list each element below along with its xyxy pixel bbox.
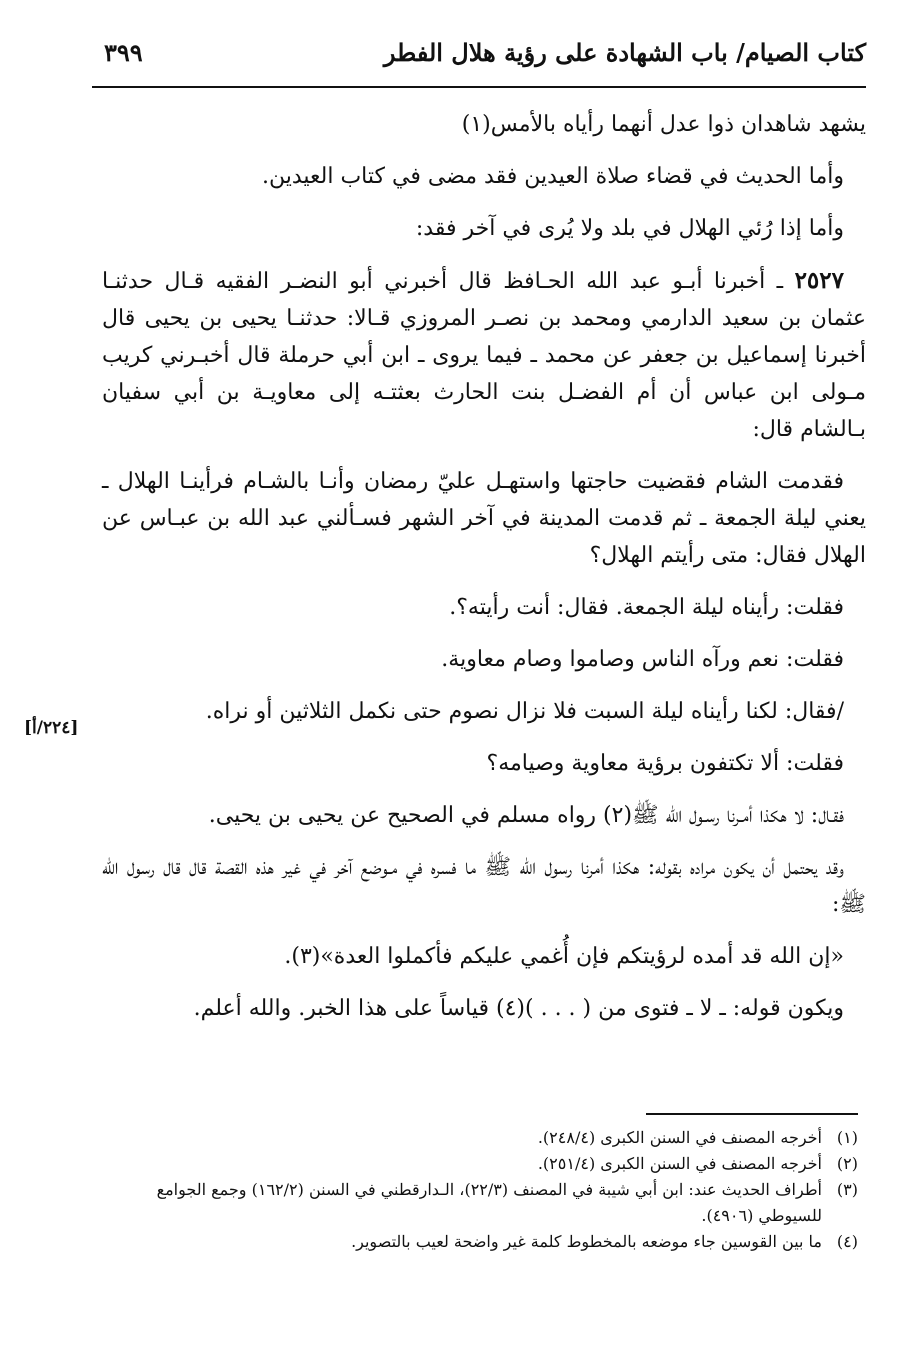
paragraph: فقلت: ألا تكتفون برؤية معاوية وصيامه؟ xyxy=(486,751,844,776)
footnote-text: أخرجه المصنف في السنن الكبرى (٢٥١/٤). xyxy=(537,1154,822,1173)
page-header xyxy=(92,36,866,88)
footnote-divider xyxy=(646,1113,858,1115)
paragraph: ويكون قوله: ـ لا ـ فتوى من ( . . . )(٤) قياساً على هذا الخبر. والله أعلم. xyxy=(193,996,844,1021)
hadith-number: ٢٥٢٧ xyxy=(794,267,844,294)
footnote-text: أطراف الحديث عند: ابن أبي شيبة في المصنف (٢٢/٣)، الـدارقطني في السنن (١٦٢/٢) وجمع الجوامع للسيوطي (٤٩٠٦). xyxy=(156,1180,822,1225)
footnote-number: (٢) xyxy=(836,1154,858,1173)
hadith-text: ـ أخبرنا أبـو عبد الله الحـافظ قال أخبرني أبو النضـر الفقيه قـال حدثنـا عثمان بن سعيد الدارمي ومحمد بن نصـر المروزي قـالا: حدثنـا يحيى بن يحيى قال أخبرنا إسماعيل بن جعفر عن محمد ـ فيما يروى ـ ابن أبي حرملة قال أخبـرني كريب مـولى ابن عباس أن أم الفضـل بنت الحارث بعثتـه إلى معاويـة بن أبي سفيان بـالشام قال: xyxy=(102,269,866,442)
paragraph: يشهد شاهدان ذوا عدل أنهما رأياه بالأمس(١) xyxy=(461,112,866,137)
paragraph: وأما إذا رُئي الهلال في بلد ولا يُرى في آخر فقد: xyxy=(415,216,844,241)
footnote-number: (٣) xyxy=(836,1180,858,1199)
paragraph: «إن الله قد أمده لرؤيتكم فإن أُغمي عليكم فأكملوا العدة»(٣). xyxy=(284,944,844,969)
main-text xyxy=(102,106,866,1042)
paragraph: فقلت: رأيناه ليلة الجمعة. فقال: أنت رأيته؟. xyxy=(449,595,844,620)
footnote xyxy=(100,1177,858,1229)
page-number: ٣٩٩ xyxy=(104,38,143,67)
footnote-text: ما بين القوسين جاء موضعه بالمخطوط كلمة غير واضحة لعيب بالتصوير. xyxy=(351,1232,822,1251)
paragraph: فقدمت الشام فقضيت حاجتها واستهـل عليّ رمضان وأنـا بالشـام فرأينـا الهلال ـ يعني ليلة الجمعة ـ ثم قدمت المدينة في آخر الشهر فسـألني عبد الله بن عبـاس عن الهلال فقال: متى رأيتم الهلال؟ xyxy=(102,469,866,568)
footnote-number: (٤) xyxy=(836,1232,858,1251)
footnote xyxy=(100,1229,858,1255)
footnotes xyxy=(100,1125,858,1255)
paragraph: وقد يحتمل أن يكون مراده بقوله: هكذا أمرنا رسول الله ﷺ ما فسره في مـوضع آخر في غير هذه القصة قال قال رسول الله ﷺ: xyxy=(102,855,866,917)
hadith-paragraph xyxy=(102,262,866,448)
manuscript-folio-ref: [٢٢٤/أ] xyxy=(24,718,79,738)
running-head: كتاب الصيام/ باب الشهادة على رؤية هلال الفطر xyxy=(383,38,866,67)
footnote-number: (١) xyxy=(836,1128,858,1147)
footnote xyxy=(100,1125,858,1151)
paragraph: فقلت: نعم ورآه الناس وصاموا وصام معاوية. xyxy=(441,647,844,672)
footnote xyxy=(100,1151,858,1177)
paragraph: فقـال: لا هكذا أمـرنا رسـول الله ﷺ(٢) رواه مسلم في الصحيح عن يحيى بن يحيى. xyxy=(208,803,844,828)
footnote-text: أخرجه المصنف في السنن الكبرى (٢٤٨/٤). xyxy=(537,1128,822,1147)
paragraph: وأما الحديث في قضاء صلاة العيدين فقد مضى في كتاب العيدين. xyxy=(261,164,844,189)
paragraph: /فقال: لكنا رأيناه ليلة السبت فلا نزال نصوم حتى نكمل الثلاثين أو نراه. xyxy=(205,699,844,724)
